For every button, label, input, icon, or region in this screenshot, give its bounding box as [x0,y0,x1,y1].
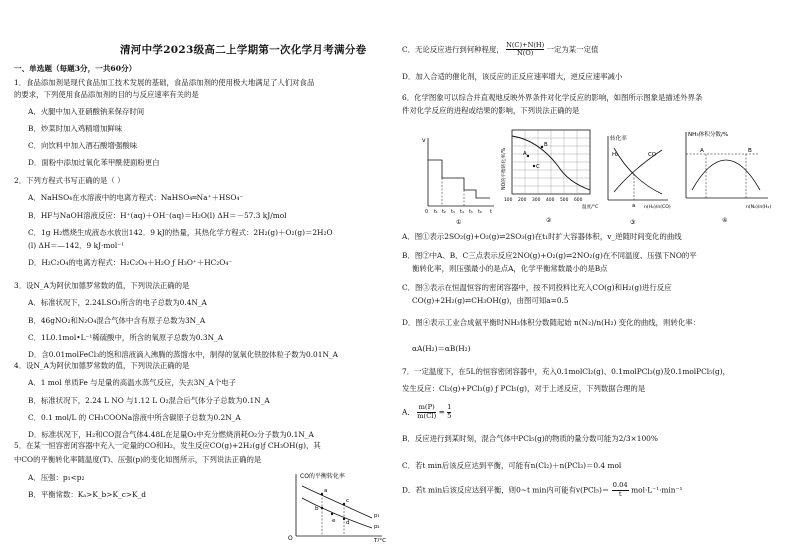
q6-option-a[interactable]: A．图①表示2SO₂(g)+O₂(g)⇌2SO₃(g)在t₁时扩大容器体积，v_逆随时间变化的曲线 [402,232,682,241]
q6-option-c-cont: CO(g)+2H₂(g)⇌CH₃OH(g)，由图可知a=0.5 [412,296,569,305]
q7d-suffix: mol·L⁻¹·min⁻¹ [631,485,683,495]
g1-tick-1: t₁ [434,210,438,215]
question-2 [14,176,389,268]
q2-option-d[interactable]: D．H₂C₂O₄的电离方程式：H₂C₂O₄＋H₂O ƒ H₃O⁺＋HC₂O₄⁻ [28,258,233,268]
question-4 [14,361,389,439]
g3-label-co: CO [648,152,657,158]
g2-label-b: B [544,142,548,148]
g4-label-a: A [700,148,704,154]
q6-graph-4 [676,124,776,226]
g2-tick-1: 200 [518,198,527,203]
q7-option-b[interactable]: B．反应进行到某时刻，混合气体中PCl₅(g)的物质的量分数可能为2/3×100% [402,434,658,443]
g2-tick-4: 500 [560,198,569,203]
g2-tick-0: 100 [504,198,513,203]
g2-ylabel: NO的平衡转化率/% [502,147,507,190]
q5-label-b: b [315,506,319,512]
g1-tick-2: t₂ [442,210,446,215]
section-heading: 一、单选题（每题3分，一共60分） [14,64,137,73]
q5c-denominator: N(O) [517,49,534,58]
q5-point-a [321,493,323,495]
q6-option-c[interactable]: C．图③表示在恒温恒容的密闭容器中，按不同投料比充入CO(g)和H₂(g)进行反应 [402,283,672,292]
q5-graph-xlabel: T/°C [374,538,387,542]
q5-label-c: c [346,498,350,504]
q5-stem-2: 中CO的平衡转化率随温度(T)、压强(p)的变化如图所示，下列说法正确的是 [14,455,262,465]
g1-ylabel: v [422,137,426,144]
q7-option-a[interactable] [402,404,782,421]
q7a-rden: 5 [447,411,452,420]
q5-option-d[interactable]: D．加入合适的催化剂，该反应的正反应速率增大，逆反应速率减小 [402,72,623,81]
q7a-fraction-left [417,404,436,421]
q6-option-b-cont: 衡转化率，则压强最小的是点A，化学平衡常数最小的是B点 [412,264,608,273]
q5-graph-title: CO的平衡转化率 [300,473,345,480]
q5c-prefix: C．无论反应进行到何种程度， [402,44,504,54]
q7-stem-1: 7．一定温度下，在5L的恒容密闭容器中，充入0.1molCl₂(g)、0.1molPCl₃(g)及0.1molPCl₅(g)， [402,367,731,376]
g3-label-h2: H₂ [612,152,619,158]
q6-graph-1 [420,126,500,226]
q1-option-d[interactable]: D．面粉中添加过氧化苯甲酰使面粉更白 [28,158,160,168]
q7a-prefix: A． [402,407,415,417]
g1-curve [428,160,490,198]
q1-option-b[interactable]: B．炒菜时加入鸡精增加鲜味 [28,123,123,133]
q4-option-a[interactable]: A．1 mol 单质Fe 与足量的高温水蒸气反应，失去3N_A个电子 [28,378,237,388]
q7d-num: 0.04 [612,481,628,489]
q1-stem-1: 1．食品添加剂是现代食品加工技术发展的基础，食品添加剂的使用极大地满足了人们对食品 [14,78,315,87]
q7a-den: m(Cl) [417,411,437,420]
q5-graph [282,470,392,542]
g2-tick-5: 600 [574,198,583,203]
q7d-den: t [618,489,622,498]
g4-label-b: B [748,148,752,154]
q6-graph-3 [598,126,674,226]
g2-point-b [541,146,543,148]
q5c-fraction [506,42,544,58]
q2-option-c-cont: (l) ΔH＝—142．9 kJ·mol⁻¹ [28,241,125,250]
q5-label-p2: p₂ [374,524,380,530]
q7-stem-2: 发生反应：Cl₂(g)+PCl₃(g) ƒ PCl₅(g)，对于上述反应，下列数据合理的是 [402,384,646,393]
g1-number: ① [456,219,462,226]
page-title: 清河中学2023级高二上学期第一次化学月考满分卷 [120,44,367,56]
q2-stem: 2．下列方程式书写正确的是（ ） [14,176,125,185]
g2-point-c [533,165,535,167]
g3-xlabel: n(H₂)/n(CO) [644,205,671,210]
q7-option-c[interactable]: C．若t min后该反应达到平衡，可能有n(Cl₂)＋n(PCl₃)＝0.4 mol [402,461,622,470]
q5-option-a[interactable]: A．压强：p₁<p₂ [28,472,85,482]
g3-label-a: a [632,203,636,209]
g2-point-a [527,155,529,157]
question-1 [14,78,389,168]
g3-ylabel: 转化率 [610,136,627,142]
q5-label-p1: p₁ [374,513,380,519]
q5-point-d [343,518,345,520]
q5-point-b [321,507,323,509]
g1-tick-3: t₃ [451,210,455,215]
g1-tick-5: t₅ [469,210,473,215]
q7a-fraction-right [447,404,451,421]
q6-stem-1: 6．化学图象可以综合并直观地反映外界条件对化学反应的影响，如图所示图象是描述外界条 [402,93,703,102]
g4-curve [692,160,760,190]
g4-ylabel: NH₃体积分数/% [688,132,729,138]
q7-option-d[interactable] [402,482,782,499]
q5-label-a: a [324,488,328,494]
q1-option-a[interactable]: A．火腿中加入亚硝酸钠来保存时间 [28,106,145,116]
q4-option-b[interactable]: B．标准状况下，2.24 L NO 与1.12 L O₂混合后气体分子总数为0.1N_A [28,395,270,405]
q1-option-c[interactable]: C．向饮料中加入酒石酸增强酸味 [28,141,138,150]
g2-tick-3: 400 [546,198,555,203]
g1-tick-6: t₆ [478,210,482,215]
q5c-numerator: N(C)+N(H) [506,41,545,49]
q5-option-c[interactable] [402,42,782,58]
q5-label-e: e [332,518,336,524]
g2-tick-2: 300 [532,198,541,203]
q5-label-d: d [346,520,350,526]
q2-option-b[interactable]: B．HF与NaOH溶液反应：H⁺(aq)＋OH⁻(aq)＝H₂O(l) ΔH＝－57.3 kJ/mol [28,210,287,220]
g2-number: ② [546,217,552,224]
g4-number: ④ [722,217,728,224]
question-3 [14,281,389,359]
q6-option-b[interactable]: B．图②中A、B、C三点表示反应2NO(g)+O₂(g)⇌2NO₂(g)在不同温度、压强下NO的平 [402,251,697,260]
q3-option-a[interactable]: A．标准状况下，2.24LSO₃所含的电子总数为0.4N_A [28,298,207,308]
g4-xlabel: n(N₂)/n(H₂) [746,205,772,210]
g2-label-a: A [523,151,527,157]
q5-option-b[interactable]: B．平衡常数：Kₐ>K_b>K_c>K_d [28,489,146,499]
q4-stem: 4．设N_A为阿伏加德罗常数的值，下列说法正确的是 [14,361,190,370]
q5-stem-1: 5．在某一恒容密闭容器中充入一定量的CO和H₂，发生反应CO(g)+2H₂(g)ƒ CH₃OH(g)，其 [14,441,321,450]
q3-option-c[interactable]: C．1L0.1mol•L⁻¹稀硫酸中，所含的氧原子总数为0.3N_A [28,332,224,342]
q3-option-b[interactable]: B．46gNO₂和N₂O₄混合气体中含有原子总数为3N_A [28,315,206,325]
q6-option-d-cont: αA(H₂)＝αB(H₂) [412,344,471,353]
q7a-num: m(P) [418,403,435,411]
q3-option-d[interactable]: D．含0.01molFeCl₃的饱和溶液滴入沸腾的蒸馏水中，制得的氢氧化铁胶体粒子数为0.01N_A [28,350,338,359]
g3-number: ③ [630,219,636,226]
q5-point-e [331,513,333,515]
q5-curve-p1 [302,486,372,518]
q5-point-c [343,503,345,505]
q7a-rnum: 1 [447,403,452,411]
q7a-equals: = [438,407,448,417]
g1-tick-4: t₄ [460,210,464,215]
q1-stem-2: 的要求，下列使用食品添加剂的目的与反应速率有关的是 [14,90,199,100]
q5c-suffix: 一定为某一定值 [546,44,599,54]
q3-stem: 3．设N_A为阿伏加德罗常数的值，下列说法正确的是 [14,281,190,290]
q6-graph-2 [498,124,598,228]
g1-tick-7: t [490,210,492,215]
q2-option-c[interactable]: C．1g H₂燃烧生成液态水放出142．9 kJ的热量，其热化学方程式：2H₂(g)＋O₂(g)＝2H₂O [28,227,333,237]
g2-xlabel: 温度/°C [582,205,598,210]
g1-tick-0: 0 [425,210,429,215]
g2-label-c: C [536,164,540,170]
q6-option-d[interactable]: D．图④表示工业合成氨平衡时NH₃体积分数随起始 n(N₂)/n(H₂) 变化的曲线，则转化率： [402,318,700,327]
q6-stem-2: 件对化学反应的进程或结果的影响，下列说法正确的是 [402,106,580,115]
q5-graph-origin: O [288,535,293,542]
q7d-fraction [612,482,629,499]
q4-option-c[interactable]: C．0.1 mol/L 的 CH₃COONa溶液中所含碳原子总数为0.2N_A [28,412,241,422]
q7d-prefix: D．若t min后该反应达到平衡，则0~t min内可能有v(PCl₅)＝ [402,485,610,495]
q2-option-a[interactable]: A．NaHSO₄在水溶液中的电离方程式：NaHSO₄═Na⁺＋HSO₄⁻ [28,193,244,203]
q4-option-d[interactable]: D．标准状况下，H₂和CO混合气体4.48L在足量O₂中充分燃烧消耗O₂分子数为0.1N_A [28,430,314,439]
